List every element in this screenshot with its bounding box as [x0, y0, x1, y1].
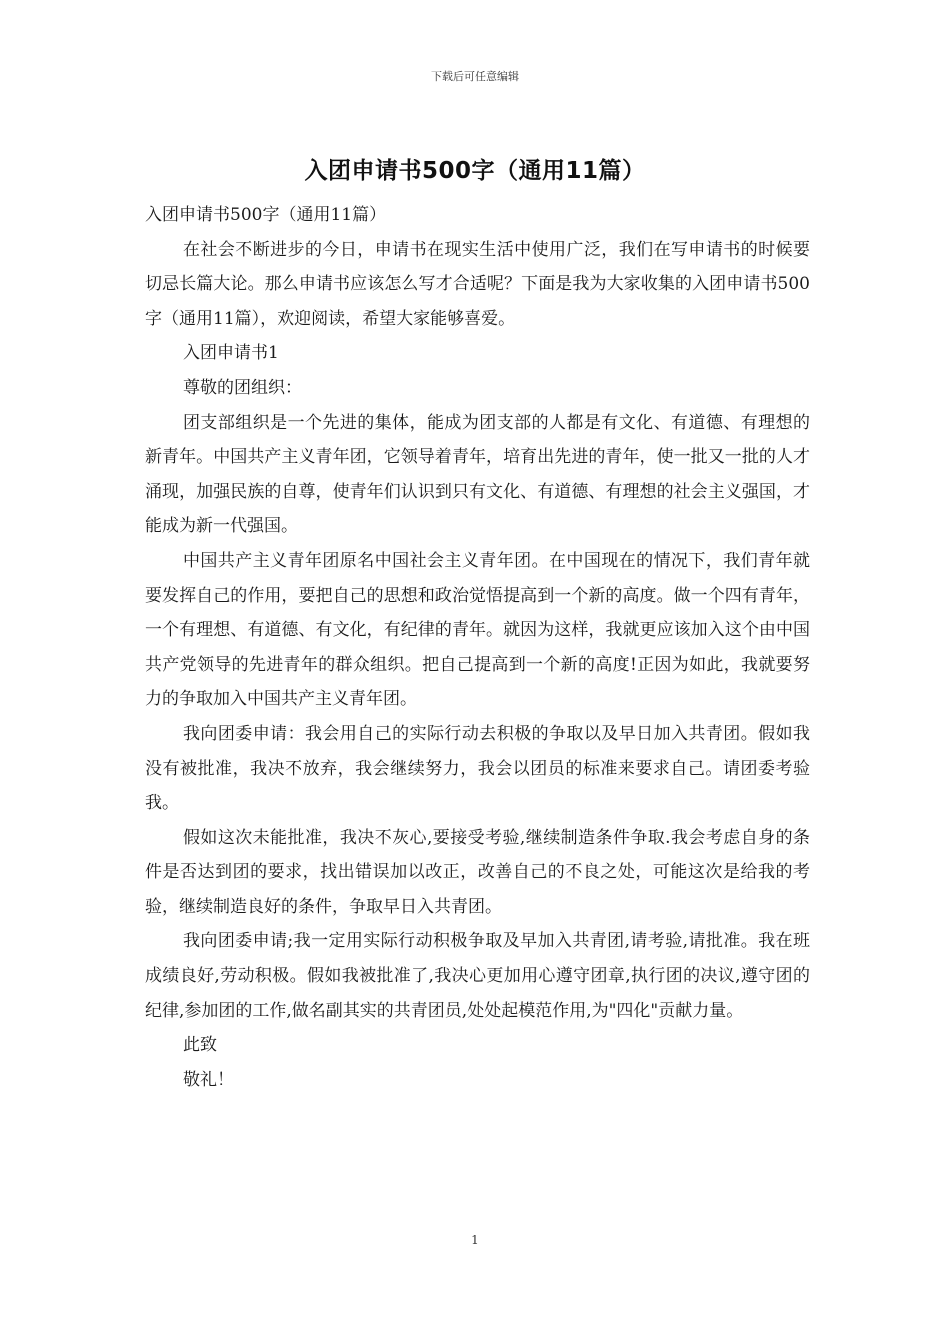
body-paragraph: 团支部组织是一个先进的集体，能成为团支部的人都是有文化、有道德、有理想的新青年。中国共产主义青年团，它领导着青年，培育出先进的青年，使一批又一批的人才涌现，加强民族的自尊，使青年们认识到只有文化、有道德、有理想的社会主义强国，才能成为新一代强国。: [145, 412, 810, 537]
closing-line: 此致: [183, 1035, 217, 1056]
header-note: 下载后可任意编辑: [431, 70, 519, 83]
document-title: 入团申请书500字（通用11篇）: [304, 158, 646, 184]
salutation: 尊敬的团组织：: [183, 377, 302, 398]
document-body: [145, 198, 810, 1097]
intro-paragraph: 在社会不断进步的今日，申请书在现实生活中使用广泛，我们在写申请书的时候要切忌长篇大论。那么申请书应该怎么写才合适呢？下面是我为大家收集的入团申请书500字（通用11篇），欢迎阅读，希望大家能够喜爱。: [145, 239, 810, 329]
page-number: 1: [471, 1233, 479, 1247]
section-heading: 入团申请书1: [183, 343, 279, 364]
body-paragraph: 中国共产主义青年团原名中国社会主义青年团。在中国现在的情况下，我们青年就要发挥自己的作用，要把自己的思想和政治觉悟提高到一个新的高度。做一个四有青年，一个有理想、有道德、有文化，有纪律的青年。就因为这样，我就更应该加入这个由中国共产党领导的先进青年的群众组织。把自己提高到一个新的高度!正因为如此，我就要努力的争取加入中国共产主义青年团。: [145, 550, 810, 710]
document-subtitle: 入团申请书500字（通用11篇）: [145, 205, 387, 225]
body-paragraph: 我向团委申请：我会用自己的实际行动去积极的争取以及早日加入共青团。假如我没有被批准，我决不放弃，我会继续努力，我会以团员的标准来要求自己。请团委考验我。: [145, 723, 810, 814]
closing-salute: 敬礼！: [183, 1069, 234, 1090]
body-paragraph: 我向团委申请;我一定用实际行动积极争取及早加入共青团,请考验,请批准。我在班成绩良好,劳动积极。假如我被批准了,我决心更加用心遵守团章,执行团的决议,遵守团的纪律,参加团的工作,做名副其实的共青团员,处处起模范作用,为"四化"贡献力量。: [145, 931, 810, 1021]
body-paragraph: 假如这次未能批准，我决不灰心,要接受考验,继续制造条件争取.我会考虑自身的条件是否达到团的要求，找出错误加以改正，改善自己的不良之处，可能这次是给我的考验，继续制造良好的条件，争取早日入共青团。: [145, 827, 810, 917]
